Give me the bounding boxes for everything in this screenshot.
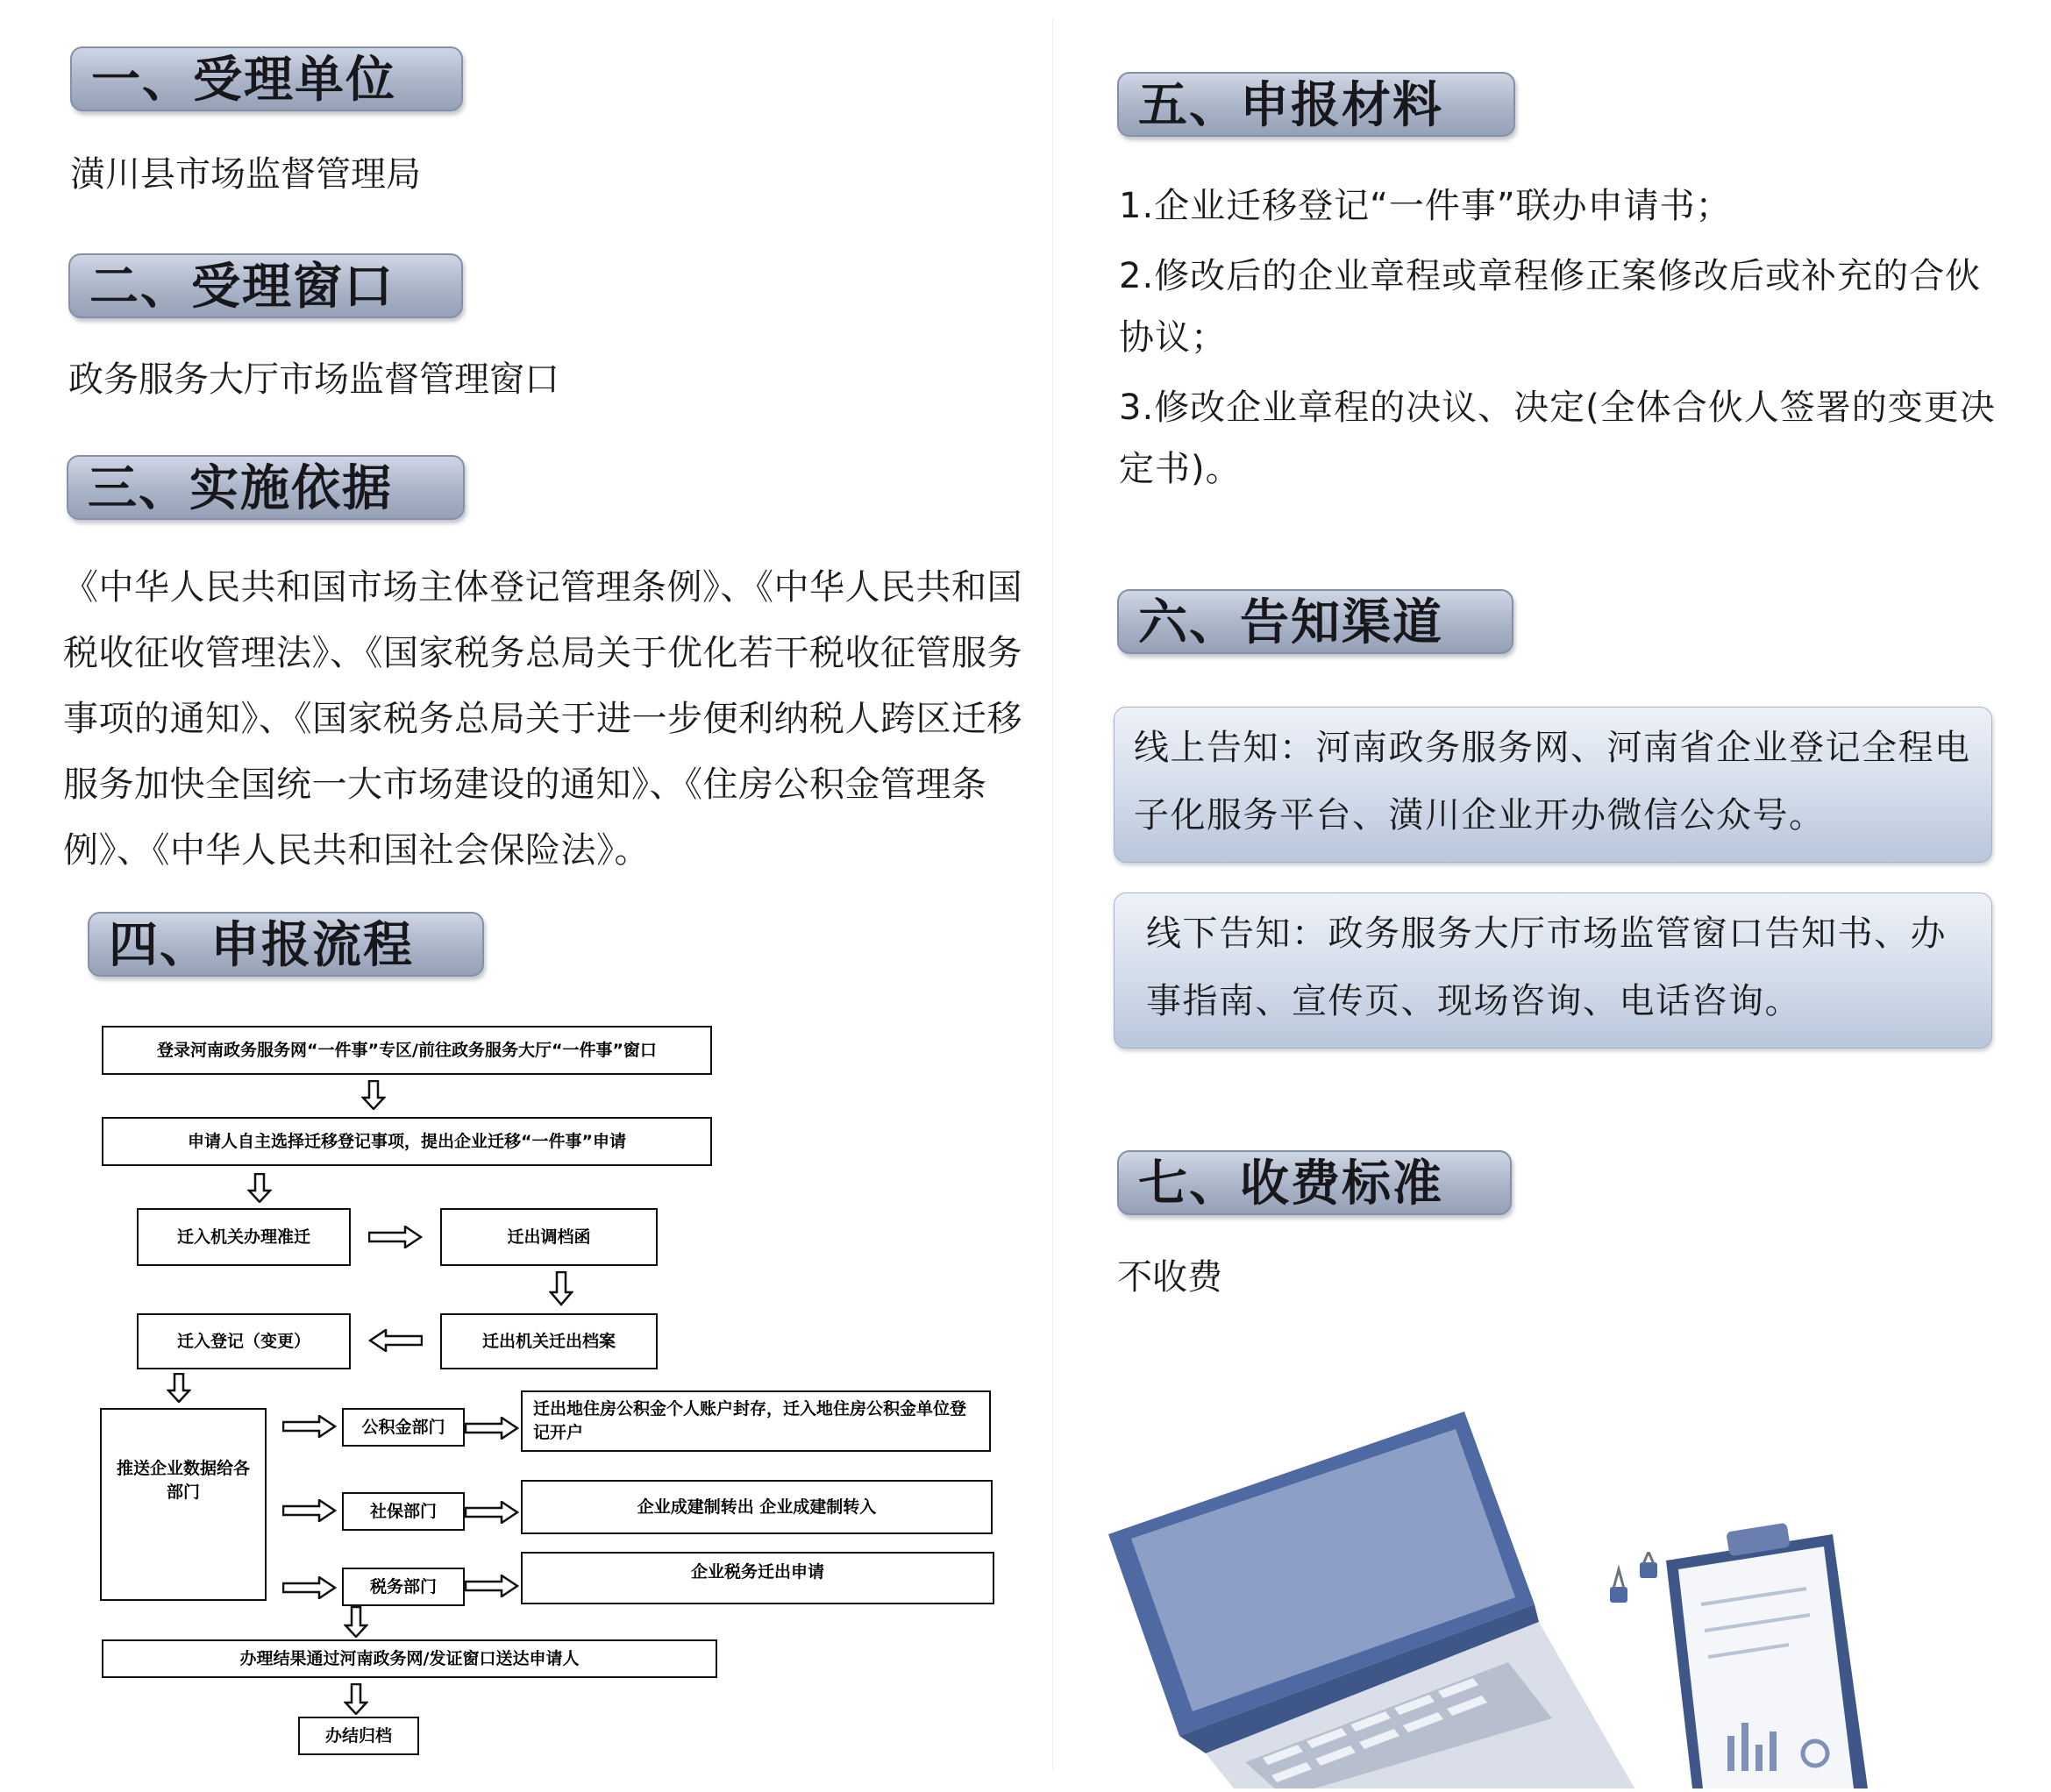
- flow-step-archive: 办结归档: [298, 1717, 419, 1755]
- flow-dept-tax: 税务部门: [342, 1568, 465, 1606]
- flow-step-deliver-result: 办理结果通过河南政务网/发证窗口送达申请人: [102, 1639, 717, 1678]
- offline-notice-box: 线下告知：政务服务大厅市场监管窗口告知书、办事指南、宣传页、现场咨询、电话咨询。: [1114, 892, 1992, 1049]
- flow-social-security-result: 企业成建制转出 企业成建制转入: [521, 1480, 993, 1534]
- flow-step-login: 登录河南政务服务网“一件事”专区/前往政务服务大厅“一件事”窗口: [102, 1026, 712, 1075]
- arrow-right-icon: [282, 1499, 337, 1522]
- arrow-right-icon: [282, 1576, 337, 1599]
- flow-step-push-data: 推送企业数据给各部门: [100, 1408, 267, 1601]
- section-header-notification: 六、告知渠道: [1117, 589, 1513, 654]
- acceptance-window-text: 政务服务大厅市场监督管理窗口: [68, 359, 559, 400]
- legal-basis-text: 《中华人民共和国市场主体登记管理条例》、《中华人民共和国税收征收管理法》、《国家税务总局关于优化若干税收征管服务事项的通知》、《国家税务总局关于进一步便利纳税人跨区迁移 服务加快全国统一大市场建设的通知》、《住房公积金管理条例》、《中华人民共和国社会保险法》。: [63, 567, 1022, 871]
- flow-step-transfer-letter: 迁出调档函: [440, 1208, 658, 1266]
- material-item: 1.企业迁移登记“一件事”联办申请书；: [1119, 186, 1732, 226]
- flow-dept-housing-fund: 公积金部门: [342, 1408, 465, 1447]
- flow-step-move-in-registration: 迁入登记（变更）: [137, 1313, 351, 1369]
- section-header-legal-basis: 三、实施依据: [67, 455, 465, 520]
- clipboard-icon: [1657, 1508, 1868, 1788]
- arrow-left-icon: [368, 1329, 423, 1352]
- arrow-down-icon: [344, 1606, 368, 1638]
- section-header-acceptance-unit: 一、受理单位: [70, 46, 463, 111]
- flow-tax-result: 企业税务迁出申请: [521, 1552, 994, 1604]
- arrow-right-icon: [465, 1417, 519, 1440]
- online-notice-box: 线上告知：河南政务服务网、河南省企业登记全程电子化服务平台、潢川企业开办微信公众号。: [1114, 707, 1992, 863]
- arrow-right-icon: [465, 1575, 519, 1597]
- material-item: 3.修改企业章程的决议、决定(全体合伙人签署的变更决定书)。: [1119, 388, 1996, 489]
- section-header-materials: 五、申报材料: [1117, 72, 1515, 137]
- flow-step-apply: 申请人自主选择迁移登记事项，提出企业迁移“一件事”申请: [102, 1117, 712, 1166]
- illustration: [1096, 1403, 1885, 1788]
- section-header-process: 四、申报流程: [88, 912, 484, 977]
- flow-dept-social-security: 社保部门: [342, 1492, 465, 1531]
- arrow-down-icon: [247, 1173, 272, 1203]
- flow-step-move-out-archive: 迁出机关迁出档案: [440, 1313, 658, 1369]
- fees-text: 不收费: [1117, 1257, 1222, 1298]
- arrow-right-icon: [282, 1415, 337, 1438]
- material-item: 2.修改后的企业章程或章程修正案修改后或补充的合伙协议；: [1119, 256, 1982, 358]
- arrow-down-icon: [361, 1080, 386, 1110]
- arrow-down-icon: [549, 1271, 573, 1306]
- arrow-down-icon: [344, 1683, 368, 1715]
- flow-housing-fund-result: 迁出地住房公积金个人账户封存，迁入地住房公积金单位登记开户: [521, 1390, 991, 1452]
- flow-step-approve-move-in: 迁入机关办理准迁: [137, 1208, 351, 1266]
- section-header-fees: 七、收费标准: [1117, 1150, 1512, 1215]
- arrow-right-icon: [465, 1501, 519, 1524]
- page-fold-line: [1052, 18, 1053, 1771]
- acceptance-unit-text: 潢川县市场监督管理局: [70, 154, 421, 195]
- section-header-acceptance-window: 二、受理窗口: [68, 253, 463, 318]
- arrow-right-icon: [368, 1226, 423, 1248]
- binder-clip-icon: [1605, 1552, 1666, 1613]
- arrow-down-icon: [167, 1373, 191, 1403]
- materials-list: [1119, 175, 2000, 500]
